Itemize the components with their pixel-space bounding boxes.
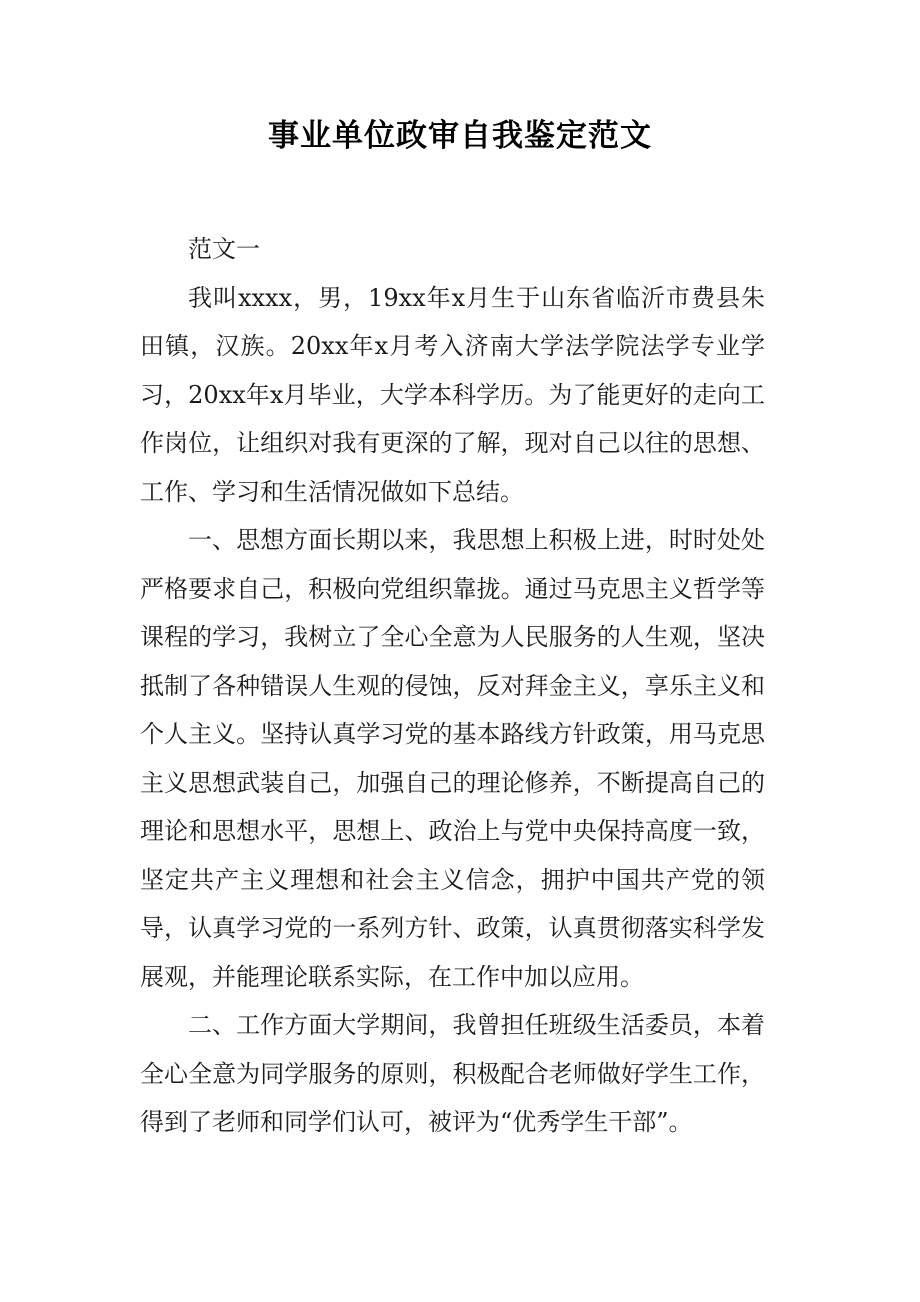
document-body [140, 225, 765, 1147]
paragraph-intro: 我叫xxxx，男，19xx年x月生于山东省临沂市费县朱田镇，汉族。20xx年x月考入济南大学法学院法学专业学习，20xx年x月毕业，大学本科学历。为了能更好的走向工作岗位，让组织对我有更深的了解，现对自己以往的思想、工作、学习和生活情况做如下总结。 [140, 283, 765, 506]
document-title: 事业单位政审自我鉴定范文 [268, 118, 652, 154]
paragraph-work: 二、工作方面大学期间，我曾担任班级生活委员，本着全心全意为同学服务的原则，积极配合老师做好学生工作，得到了老师和同学们认可，被评为“优秀学生干部”。 [140, 1011, 765, 1136]
paragraph-thought: 一、思想方面长期以来，我思想上积极上进，时时处处严格要求自己，积极向党组织靠拢。通过马克思主义哲学等课程的学习，我树立了全心全意为人民服务的人生观，坚决抵制了各种错误人生观的侵蚀，反对拜金主义，享乐主义和个人主义。坚持认真学习党的基本路线方针政策，用马克思主义思想武装自己，加强自己的理论修养，不断提高自己的理论和思想水平，思想上、政治上与党中央保持高度一致，坚定共产主义理想和社会主义信念，拥护中国共产党的领导，认真学习党的一系列方针、政策，认真贯彻落实科学发展观，并能理论联系实际，在工作中加以应用。 [140, 526, 765, 991]
section-label: 范文一 [188, 235, 260, 263]
